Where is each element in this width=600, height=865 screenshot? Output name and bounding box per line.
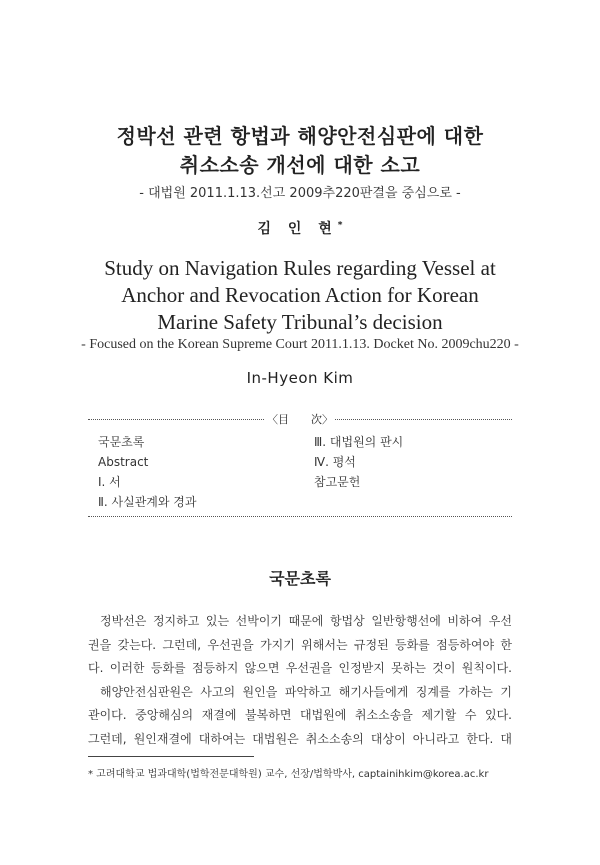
- english-title-line-3: Marine Safety Tribunal’s decision: [157, 310, 443, 334]
- toc-item: Ⅳ. 평석: [314, 455, 356, 469]
- footnote-rule: [88, 756, 254, 757]
- table-of-contents: [88, 413, 512, 517]
- author-footnote-mark: *: [337, 220, 343, 231]
- korean-title-line-1: 정박선 관련 항법과 해양안전심판에 대한: [116, 124, 484, 148]
- korean-title-line-2: 취소소송 개선에 대한 소고: [179, 153, 421, 177]
- toc-left-column: [98, 432, 197, 512]
- abstract-body: [88, 610, 512, 751]
- body-line: 그런데, 원인재결에 대하여는 대법원은 취소소송의 대상이 아니라고 한다. 대: [88, 731, 512, 746]
- section-heading-abstract: 국문초록: [269, 569, 331, 588]
- body-line: 권을 갖는다. 그런데, 우선권을 가지기 위해서는 규정된 등화를 점등하여야 한: [88, 637, 512, 652]
- toc-right-column: [314, 432, 403, 492]
- english-subtitle: - Focused on the Korean Supreme Court 2011.1.13. Docket No. 2009chu220 -: [81, 337, 519, 352]
- footnote: * 고려대학교 법과대학(법학전문대학원) 교수, 선장/법학박사, captainihkim@korea.ac.kr: [88, 769, 489, 780]
- toc-item: 국문초록: [98, 435, 145, 449]
- toc-item: Abstract: [98, 455, 149, 469]
- toc-header: 〈目 次〉: [267, 413, 333, 426]
- body-line: 해양안전심판원은 사고의 원인을 파악하고 해기사들에게 징계를 가하는 기: [100, 684, 512, 699]
- korean-subtitle: - 대법원 2011.1.13.선고 2009추220판결을 중심으로 -: [139, 186, 461, 201]
- body-line: 정박선은 정지하고 있는 선박이기 때문에 항법상 일반항행선에 비하여 우선: [100, 614, 512, 628]
- english-author: In-Hyeon Kim: [246, 369, 354, 387]
- toc-item: Ⅲ. 대법원의 판시: [314, 435, 404, 449]
- korean-author: [0, 218, 600, 238]
- body-line: 다. 이러한 등화를 점등하지 않으면 우선권을 인정받지 못하는 것이 원칙이다.: [88, 661, 512, 675]
- english-title-line-2: Anchor and Revocation Action for Korean: [121, 283, 479, 307]
- body-line: 관이다. 중앙해심의 재결에 불복하면 대법원에 취소소송을 제기할 수 있다.: [88, 708, 512, 722]
- toc-item: 참고문헌: [314, 475, 361, 489]
- toc-item: Ⅰ. 서: [98, 475, 121, 489]
- english-title-line-1: Study on Navigation Rules regarding Vessel at: [104, 256, 496, 280]
- korean-author-name: 김 인 현: [257, 221, 338, 237]
- toc-item: Ⅱ. 사실관계와 경과: [98, 495, 197, 509]
